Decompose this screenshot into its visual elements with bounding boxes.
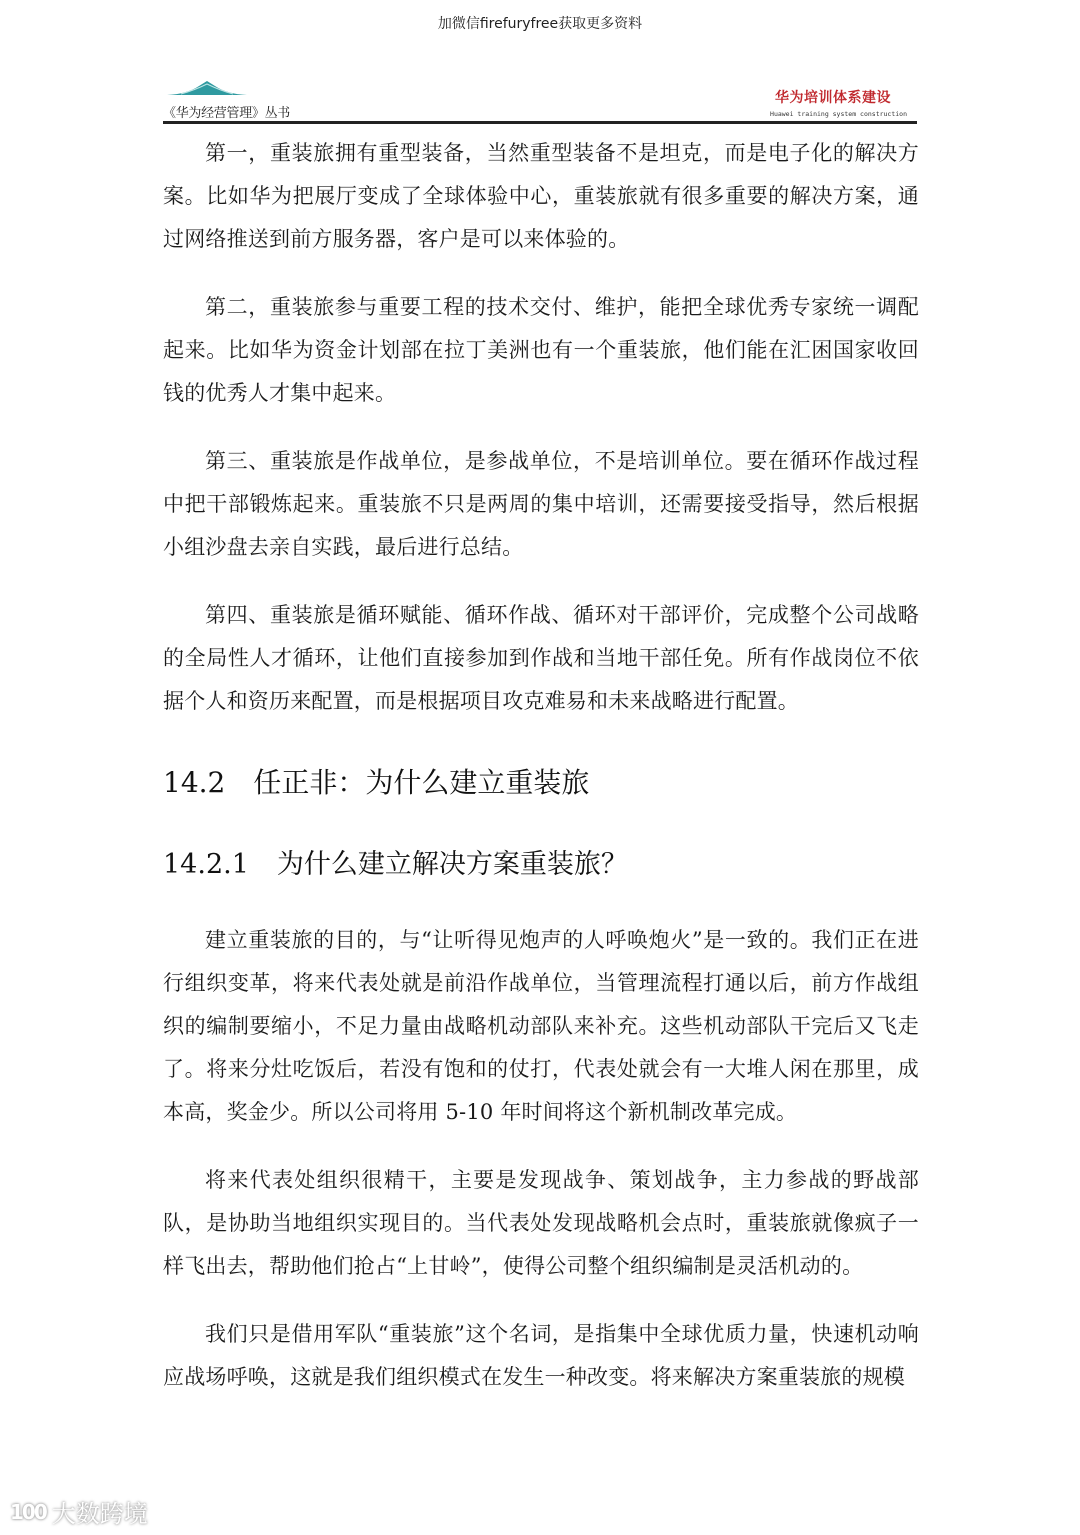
watermark-bottom [10,1494,148,1529]
section-title: 任正非：为什么建立重装旅 [253,766,590,799]
subsection-title: 为什么建立解决方案重装旅？ [276,849,628,880]
subsection-number: 14.2.1 [163,849,249,880]
paragraph-6: 将来代表处组织很精干，主要是发现战争、策划战争，主力参战的野战部队，是协助当地组织实现目的。当代表处发现战略机会点时，重装旅就像疯子一样飞出去，帮助他们抢占“上甘岭”，使得公司整个组织编制是灵活机动的。 [163,1168,919,1278]
paragraph-7: 我们只是借用军队“重装旅”这个名词，是指集中全球优质力量，快速机动响应战场呼唤，这就是我们组织模式在发生一种改变。将来解决方案重装旅的规模 [163,1322,919,1389]
paragraph-5: 建立重装旅的目的，与“让听得见炮声的人呼唤炮火”是一致的。我们正在进行组织变革，将来代表处就是前沿作战单位，当管理流程打通以后，前方作战组织的编制要缩小，不足力量由战略机动部队来补充。这些机动部队干完后又飞走了。将来分灶吃饭后，若没有饱和的仗打，代表处就会有一大堆人闲在那里，成本高，奖金少。所以公司将用 5-10 年时间将这个新机制改革完成。 [163,928,919,1124]
paragraph-2: 第二，重装旅参与重要工程的技术交付、维护，能把全球优秀专家统一调配起来。比如华为资金计划部在拉丁美洲也有一个重装旅，他们能在汇困国家收回钱的优秀人才集中起来。 [163,295,919,405]
paragraph-4: 第四、重装旅是循环赋能、循环作战、循环对干部评价，完成整个公司战略的全局性人才循环，让他们直接参加到作战和当地干部任免。所有作战岗位不依据个人和资历来配置，而是根据项目攻克难易和未来战略进行配置。 [163,603,919,713]
book-subtitle: Huawei training system construction [770,110,907,118]
paragraph-1: 第一，重装旅拥有重型装备，当然重型装备不是坦克，而是电子化的解决方案。比如华为把展厅变成了全球体验中心，重装旅就有很多重要的解决方案，通过网络推送到前方服务器，客户是可以来体验的。 [163,141,919,251]
page-header [163,76,917,126]
subsection-heading [163,835,919,895]
mountain-logo-icon [167,80,247,96]
brand-name: 大数跨境 [51,1500,148,1528]
series-title: 《华为经营管理》丛书 [163,106,291,121]
watermark-top-text: 加微信firefuryfree获取更多资料 [437,16,643,32]
section-number: 14.2 [163,766,226,799]
section-heading [163,753,919,813]
paragraph-3: 第三、重装旅是作战单位，是参战单位，不是培训单位。要在循环作战过程中把干部锻炼起来。重装旅不只是两周的集中培训，还需要接受指导，然后根据小组沙盘去亲自实践，最后进行总结。 [163,449,919,559]
brand-logo-icon: 100 [10,1499,46,1524]
book-title: 华为培训体系建设 [775,90,891,106]
page-content [163,132,919,1399]
header-divider [163,121,917,124]
